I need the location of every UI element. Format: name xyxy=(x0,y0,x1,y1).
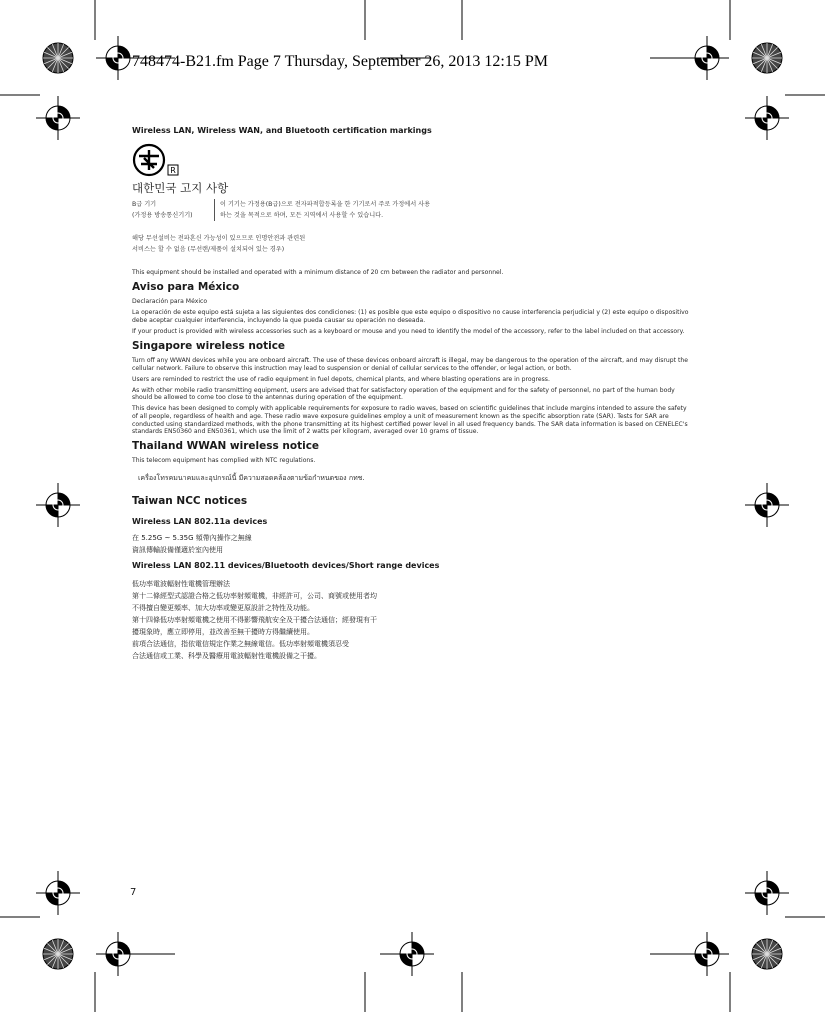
page-content xyxy=(132,126,694,662)
taiwan-sub2-line: 擾現象時，應立即停用，並改善至無干擾時方得繼續使用。 xyxy=(132,627,314,636)
distance-notice: This equipment should be installed and operated with a minimum distance of 20 cm between the radiator and personnel. xyxy=(132,269,504,276)
thailand-p1: This telecom equipment has complied with NTC regulations. xyxy=(132,457,316,465)
taiwan-sub2-line: 第十四條低功率射頻電機之使用不得影響飛航安全及干擾合法通信；經發現有干 xyxy=(132,615,377,624)
korea-class-desc: 이 기기는 가정용(B급)으로 전자파적합등록을 한 기기로서 주로 가정에서 사용하는 것을 목적으로 하며, 모든 지역에서 사용할 수 있습니다. xyxy=(220,201,431,219)
taiwan-sub2-line: 不得擅自變更頻率、加大功率或變更原設計之特性及功能。 xyxy=(132,603,314,612)
taiwan-sub1-heading: Wireless LAN 802.11a devices xyxy=(132,516,268,526)
singapore-p4: This device has been designed to comply with applicable requirements for exposure to radio waves, based on scientific guidelines that include margins intended to assure the safety of all people, regardless of health and age. These radio wave exposure guidelines employ a unit of measurement known as the specific absorption rate (SAR). Tests for SAR are conducted using standardized methods, with the phone transmitting at its highest certified power level in all used frequency bands. The SAR data information is based on CENELEC's standards EN50360 and EN50361, which use the limit of 2 watts per kilogram, averaged over 10 grams of tissue. xyxy=(132,405,688,436)
korea-class-table xyxy=(132,199,432,221)
mexico-heading: Aviso para México xyxy=(132,281,240,294)
korea-note: 해당 무선설비는 전파혼신 가능성이 있으므로 인명안전과 관련된 서비스는 할 수 없음 (무선랜/제품이 설치되어 있는 경우) xyxy=(132,235,306,253)
page-slug: 748474-B21.fm Page 7 Thursday, September 26, 2013 12:15 PM xyxy=(132,53,548,70)
korea-heading: 대한민국 고지 사항 xyxy=(132,181,229,195)
mexico-p1: Declaración para México xyxy=(132,298,208,306)
telec-logo-icon xyxy=(132,143,180,179)
singapore-p2: Users are reminded to restrict the use of radio equipment in fuel depots, chemical plants, and where blasting operations are in progress. xyxy=(132,375,550,383)
taiwan-sub2-heading: Wireless LAN 802.11 devices/Bluetooth devices/Short range devices xyxy=(132,560,440,570)
singapore-p3: As with other mobile radio transmitting equipment, users are advised that for satisfactory operation of the equipment and for the safety of personnel, no part of the human body should be allowed to come too close to the antennas during operation of the equipment. xyxy=(132,386,675,402)
mexico-p3: If your product is provided with wireless accessories such as a keyboard or mouse and you need to identify the model of the accessory, refer to the label included on that accessory. xyxy=(132,327,685,335)
japan-mark xyxy=(132,143,694,179)
page-number: 7 xyxy=(130,887,137,898)
mexico-p2: La operación de este equipo está sujeta a las siguientes dos condiciones: (1) es posible que este equipo o dispositivo no cause interferencia perjudicial y (2) este equipo o dispositivo debe aceptar cualquier interferencia, incluyendo la que pueda causar su operación no deseada. xyxy=(132,309,689,324)
korea-class-label: B급 기기 xyxy=(132,201,157,208)
thailand-heading: Thailand WWAN wireless notice xyxy=(132,440,320,453)
taiwan-sub1-line: 資訊傳輸設備僅適於室內使用 xyxy=(132,545,223,554)
taiwan-heading: Taiwan NCC notices xyxy=(132,494,248,507)
certification-title: Wireless LAN, Wireless WAN, and Bluetooth certification markings xyxy=(132,126,432,135)
korea-class-sub: (가정용 방송통신기기) xyxy=(132,212,193,219)
taiwan-sub2-line: 第十二條經型式認證合格之低功率射頻電機，非經許可，公司、商號或使用者均 xyxy=(132,591,377,600)
taiwan-sub2-line: 合法通信或工業、科學及醫療用電波輻射性電機設備之干擾。 xyxy=(132,651,321,660)
taiwan-sub2-line: 前項合法通信，指依電信規定作業之無線電信。低功率射頻電機須忍受 xyxy=(132,639,349,648)
taiwan-sub2-line: 低功率電波輻射性電機管理辦法 xyxy=(132,579,230,588)
registered-mark: R xyxy=(170,166,176,176)
thailand-thai-text: เครื่องโทรคมนาคมและอุปกรณ์นี้ มีความสอดคล้องตามข้อกำหนดของ กทช. xyxy=(138,473,365,482)
taiwan-sub1-line: 在 5.25G ~ 5.35G 頻帶內操作之無線 xyxy=(132,533,252,542)
singapore-p1: Turn off any WWAN devices while you are onboard aircraft. The use of these devices onboard aircraft is illegal, may be dangerous to the operation of the aircraft, and may disrupt the cellular network. Failure to observe this instruction may lead to suspension or denial of cellular services to the offender, or legal action, or both. xyxy=(132,356,688,372)
singapore-heading: Singapore wireless notice xyxy=(132,339,286,352)
